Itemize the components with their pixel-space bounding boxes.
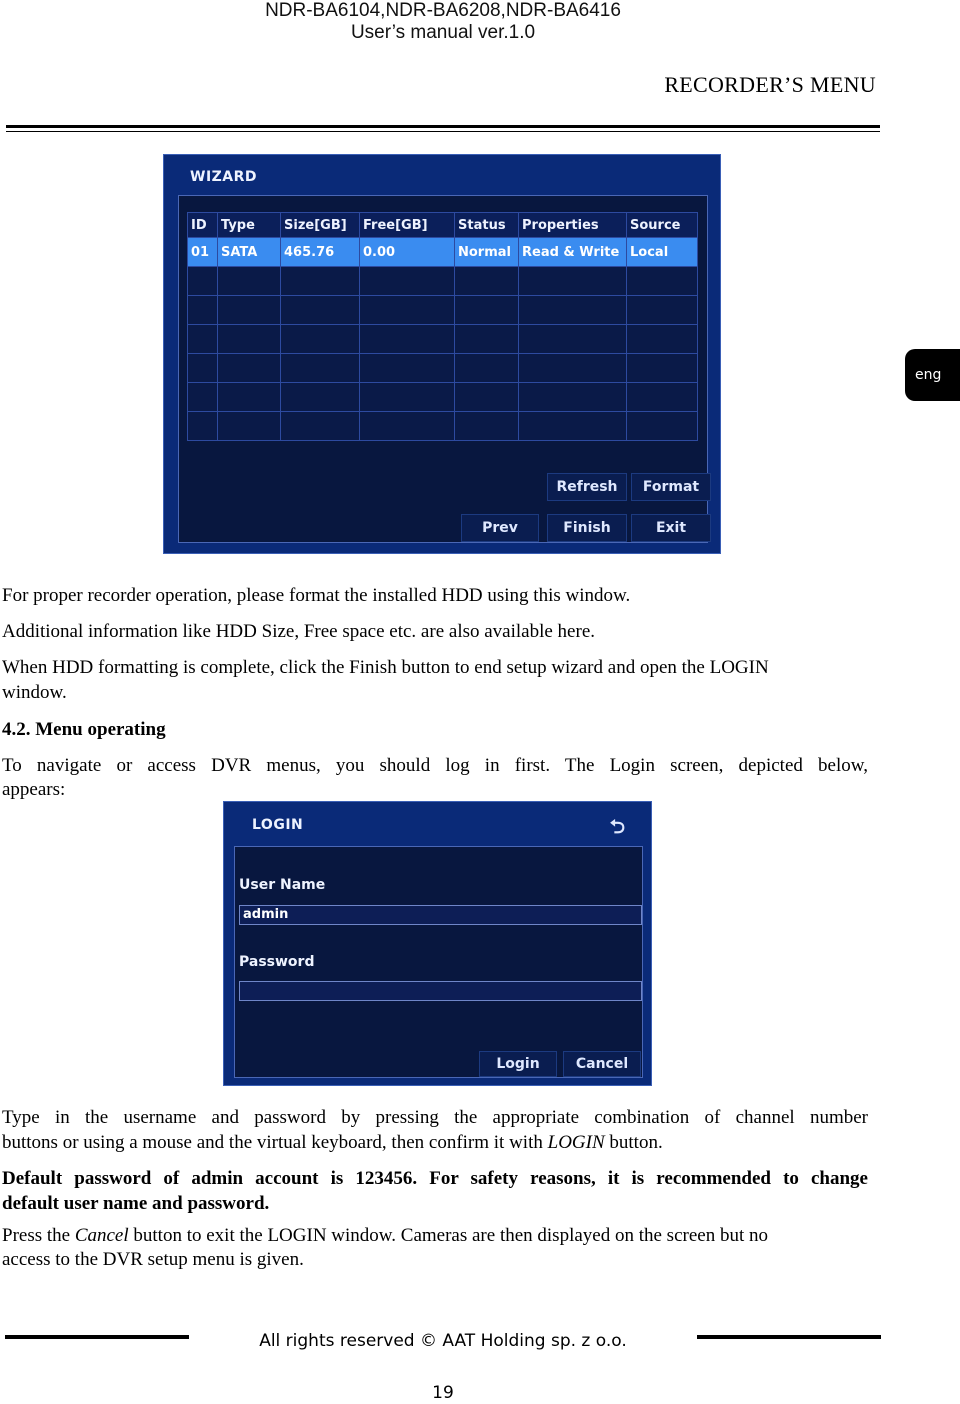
login-emphasis: LOGIN [547,1132,605,1153]
login-panel [234,846,643,1078]
table-row-empty [188,267,698,296]
finish-button[interactable]: Finish [547,514,627,542]
table-row-empty [188,354,698,383]
password-input[interactable] [239,981,642,1001]
table-cell: SATA [218,238,281,267]
table-row-empty [188,412,698,441]
refresh-button[interactable]: Refresh [547,473,627,501]
table-row[interactable] [188,238,698,267]
column-header: Source [627,213,698,238]
paragraph-finish-line2: window. [2,682,67,703]
table-cell: 01 [188,238,218,267]
table-cell: 465.76 [281,238,360,267]
column-header: ID [188,213,218,238]
login-button[interactable]: Login [479,1051,557,1077]
table-cell: Read & Write [519,238,627,267]
paragraph-login-intro-line1: To navigate or access DVR menus, you should log in first. The Login screen, depicted below, [2,755,868,776]
paragraph-type-credentials-line1: Type in the username and password by pressing the appropriate combination of channel number [2,1107,868,1128]
table-row-empty [188,325,698,354]
table-cell: Normal [455,238,519,267]
username-label: User Name [239,877,326,893]
table-row-empty [188,296,698,325]
table-row-empty [188,383,698,412]
paragraph-cancel-line1: Press the Cancel button to exit the LOGIN window. Cameras are then displayed on the screen but no [2,1225,768,1246]
table-cell: 0.00 [360,238,455,267]
column-header: Type [218,213,281,238]
paragraph-additional-info: Additional information like HDD Size, Free space etc. are also available here. [2,621,595,642]
paragraph-format-hdd: For proper recorder operation, please format the installed HDD using this window. [2,585,631,606]
wizard-title: WIZARD [190,169,258,185]
column-header: Free[GB] [360,213,455,238]
table-cell: Local [627,238,698,267]
wizard-panel [178,195,708,543]
cancel-emphasis: Cancel [74,1225,129,1246]
document-version-header: User’s manual ver.1.0 [350,22,536,43]
prev-button[interactable]: Prev [461,514,539,542]
column-header: Status [455,213,519,238]
paragraph-type-credentials-line2: buttons or using a mouse and the virtual keyboard, then confirm it with LOGIN button. [2,1132,663,1153]
header-rule-thin [6,131,880,132]
language-tab: eng [905,349,960,401]
exit-button[interactable]: Exit [631,514,711,542]
hdd-table [187,212,698,441]
password-label: Password [239,954,315,970]
back-icon[interactable]: ⮌ [609,816,625,838]
hdd-table-header [188,213,698,238]
login-title: LOGIN [252,817,304,833]
format-button[interactable]: Format [631,473,711,501]
page-number: 19 [432,1383,454,1403]
username-input[interactable]: admin [239,905,642,925]
document-model-header: NDR-BA6104,NDR-BA6208,NDR-BA6416 [265,0,621,21]
paragraph-finish-line1: When HDD formatting is complete, click the Finish button to end setup wizard and open the LOGIN [2,657,769,678]
paragraph-default-password-line1: Default password of admin account is 123456. For safety reasons, it is recommended to change [2,1168,868,1189]
login-screenshot [223,801,652,1086]
section-title: RECORDER’S MENU [664,72,876,97]
column-header: Properties [519,213,627,238]
wizard-screenshot [163,154,721,554]
paragraph-login-intro-line2: appears: [2,779,66,800]
cancel-button[interactable]: Cancel [563,1051,641,1077]
section-heading: 4.2. Menu operating [2,719,166,740]
paragraph-default-password-line2: default user name and password. [2,1193,270,1214]
footer-copyright: All rights reserved © AAT Holding sp. z o.o. [259,1331,627,1351]
column-header: Size[GB] [281,213,360,238]
header-rule-thick [6,125,880,128]
paragraph-cancel-line2: access to the DVR setup menu is given. [2,1249,304,1270]
